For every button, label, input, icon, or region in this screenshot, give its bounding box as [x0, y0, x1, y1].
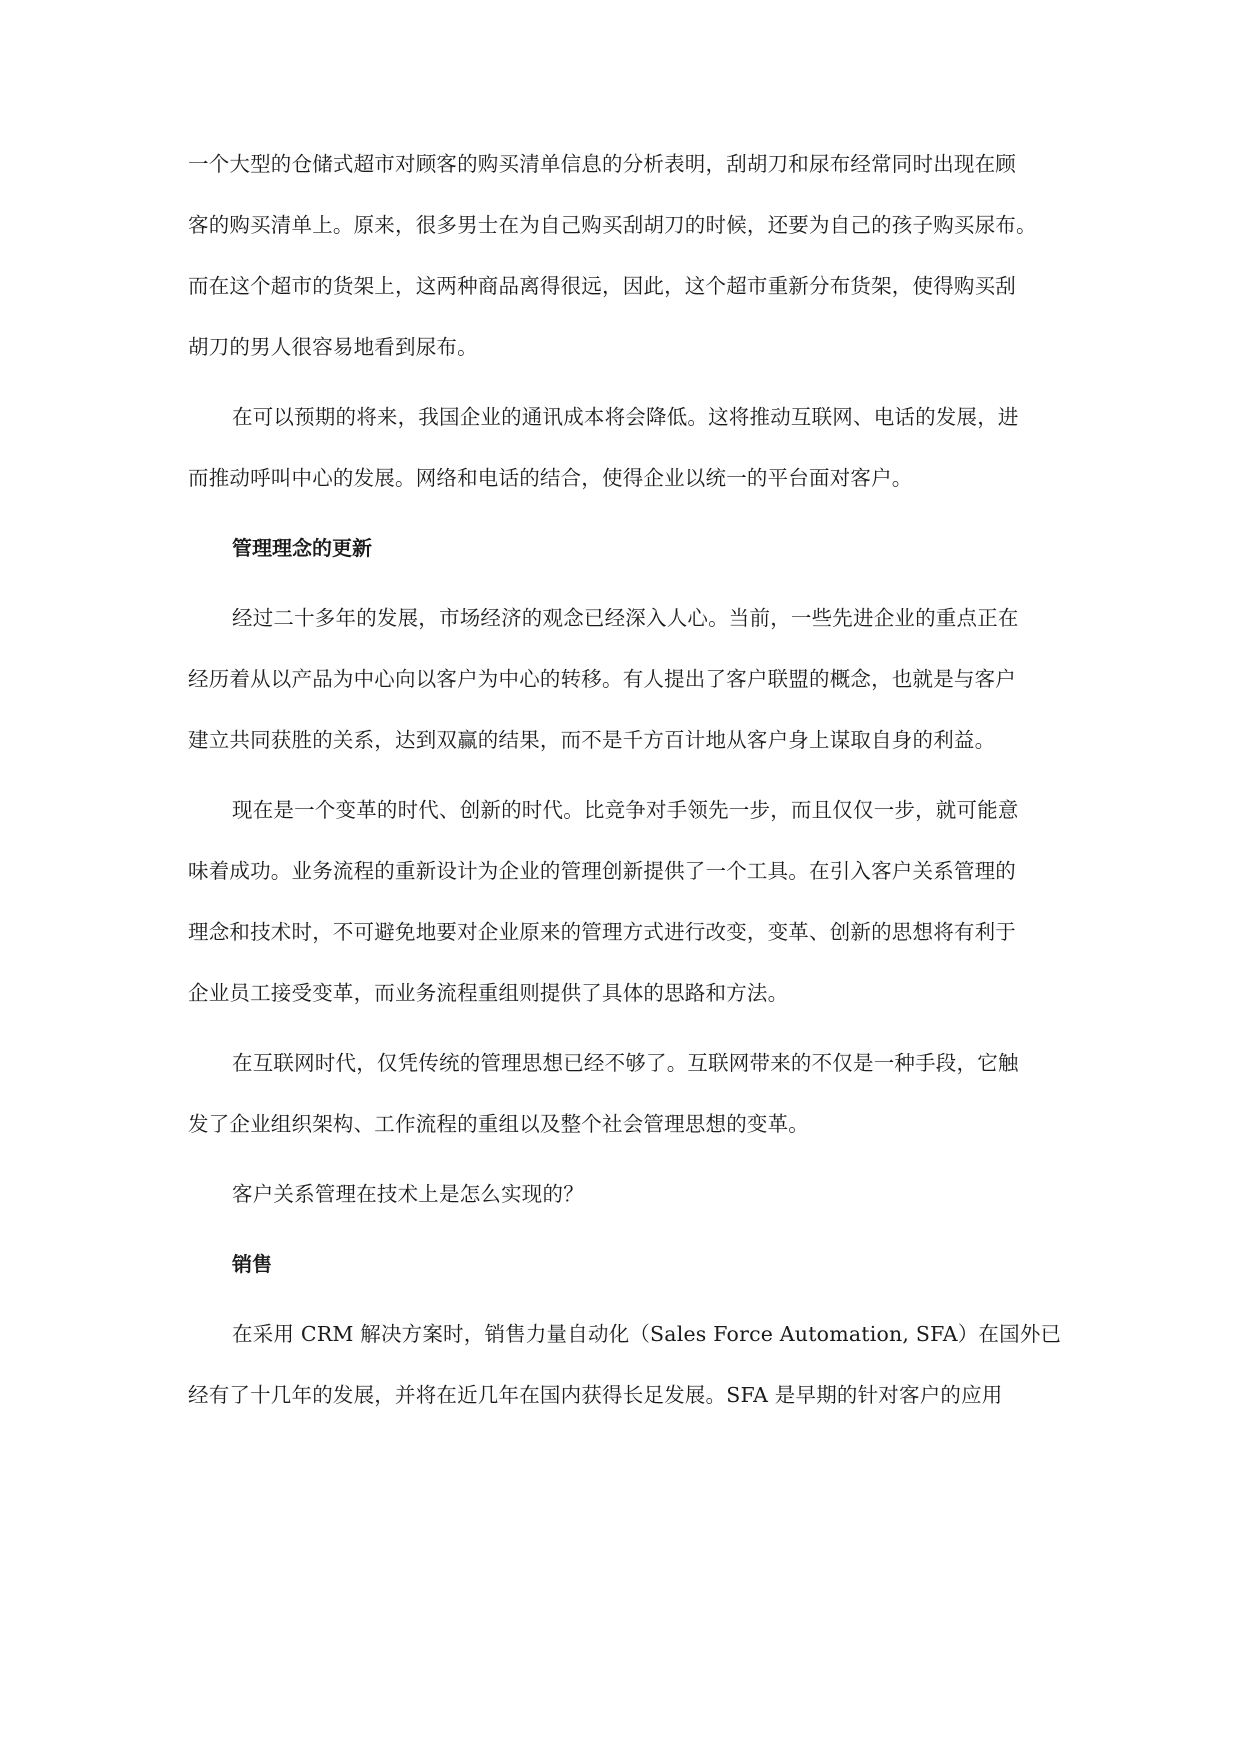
paragraph-line: 发了企业组织架构、工作流程的重组以及整个社会管理思想的变革。: [188, 1112, 809, 1136]
paragraph-line: 经过二十多年的发展，市场经济的观念已经深入人心。当前，一些先进企业的重点正在: [232, 606, 1019, 630]
paragraph-line: 而推动呼叫中心的发展。网络和电话的结合，使得企业以统一的平台面对客户。: [188, 466, 913, 490]
paragraph-line: 胡刀的男人很容易地看到尿布。: [188, 335, 478, 359]
paragraph-line: 在互联网时代，仅凭传统的管理思想已经不够了。互联网带来的不仅是一种手段，它触: [232, 1051, 1019, 1075]
paragraph-line: 味着成功。业务流程的重新设计为企业的管理创新提供了一个工具。在引入客户关系管理的: [188, 859, 1016, 883]
paragraph-line: 理念和技术时，不可避免地要对企业原来的管理方式进行改变，变革、创新的思想将有利于: [188, 920, 1016, 944]
paragraph-line: 企业员工接受变革，而业务流程重组则提供了具体的思路和方法。: [188, 981, 789, 1005]
paragraph-line: 一个大型的仓储式超市对顾客的购买清单信息的分析表明，刮胡刀和尿布经常同时出现在顾: [188, 152, 1016, 176]
section-heading: 管理理念的更新: [232, 536, 372, 560]
paragraph-line: 建立共同获胜的关系，达到双赢的结果，而不是千方百计地从客户身上谋取自身的利益。: [188, 728, 996, 752]
paragraph-line: 经有了十几年的发展，并将在近几年在国内获得长足发展。SFA 是早期的针对客户的应用: [188, 1383, 1003, 1407]
paragraph-line: 客户关系管理在技术上是怎么实现的？: [232, 1182, 584, 1206]
paragraph-line: 客的购买清单上。原来，很多男士在为自己购买刮胡刀的时候，还要为自己的孩子购买尿布。: [188, 213, 1037, 237]
paragraph-line: 而在这个超市的货架上，这两种商品离得很远，因此，这个超市重新分布货架，使得购买刮: [188, 274, 1016, 298]
paragraph-line: 现在是一个变革的时代、创新的时代。比竞争对手领先一步，而且仅仅一步，就可能意: [232, 798, 1019, 822]
paragraph-line: 在采用 CRM 解决方案时，销售力量自动化（Sales Force Automation, SFA）在国外已: [232, 1322, 1062, 1346]
paragraph-line: 经历着从以产品为中心向以客户为中心的转移。有人提出了客户联盟的概念，也就是与客户: [188, 667, 1016, 691]
document-page: [188, 0, 1062, 1754]
section-heading: 销售: [232, 1252, 272, 1276]
paragraph-line: 在可以预期的将来，我国企业的通讯成本将会降低。这将推动互联网、电话的发展，进: [232, 405, 1019, 429]
